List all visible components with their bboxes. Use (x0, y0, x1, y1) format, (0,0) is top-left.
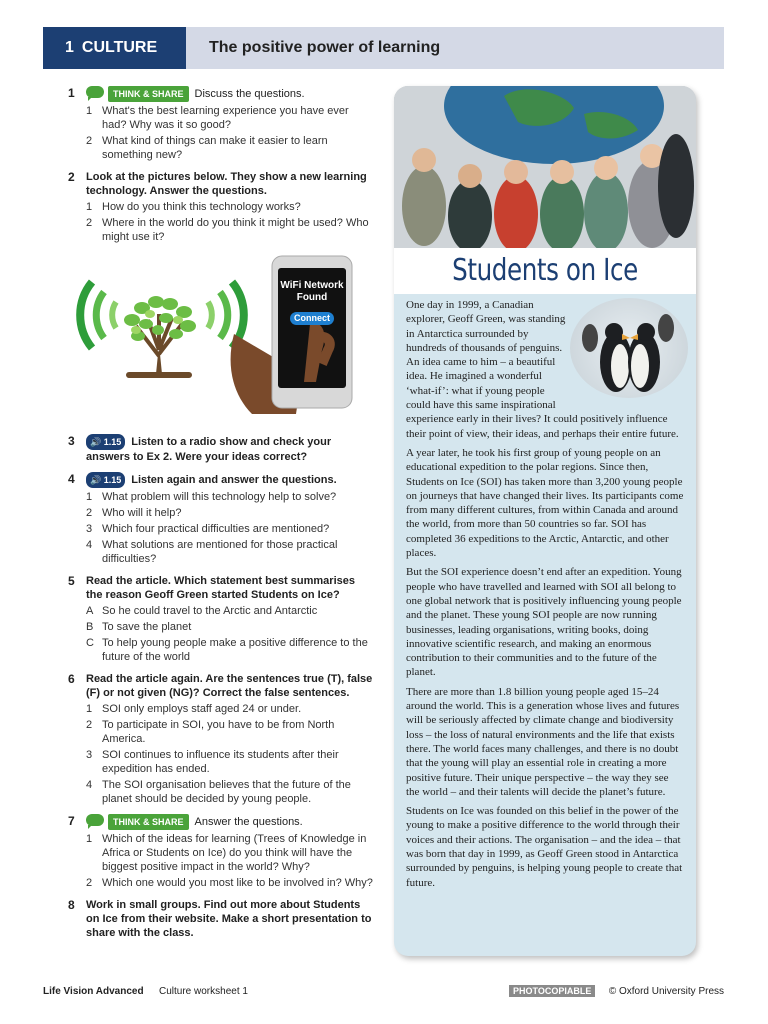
exercise-instruction: Read the article. Which statement best summarises the reason Geoff Green started Students on Ice? (86, 575, 355, 601)
exercise-instruction: Listen again and answer the questions. (131, 474, 337, 486)
item-number: 3 (86, 749, 93, 761)
item-number: 4 (86, 539, 93, 551)
audio-track: 1.15 (103, 475, 122, 485)
exercise-4 (68, 472, 374, 566)
item-number: 2 (86, 877, 93, 889)
question-item (86, 200, 374, 214)
item-number: 1 (86, 105, 93, 117)
question-item (86, 778, 374, 806)
question-item (86, 538, 374, 566)
item-text: What's the best learning experience you have ever had? Why was it so good? (102, 105, 349, 131)
item-number: 1 (86, 201, 93, 213)
article-paragraph-1: One day in 1999, a Canadian explorer, Geoff Green, was standing in Antarctica surrounded by hundreds of thousands of penguins. An idea came to him – a beautiful idea. He imagined a wonderful ‘what-if’: what if young people could have this same inspirational experience early in their lives? It could positively influence their point of view, their ideas, and perhaps their entire future. (406, 299, 679, 440)
unit-tag (43, 27, 186, 69)
option-item (86, 620, 374, 634)
option-item (86, 636, 374, 664)
question-item (86, 718, 374, 746)
exercise-number: 8 (68, 898, 75, 912)
think-share-badge: THINK & SHARE (108, 814, 189, 830)
exercise-number: 7 (68, 814, 75, 828)
item-number: 4 (86, 779, 93, 791)
question-item (86, 104, 374, 132)
item-number: 2 (86, 719, 93, 731)
item-text: SOI only employs staff aged 24 or under. (102, 703, 302, 715)
think-share-badge: THINK & SHARE (108, 86, 189, 102)
item-text: Which of the ideas for learning (Trees of Knowledge in Africa or Students on Ice) do you think will have the biggest positive impact in the world? Why? (102, 833, 367, 873)
exercise-instruction: Discuss the questions. (194, 88, 305, 100)
speech-bubble-icon (86, 814, 104, 826)
item-text: To save the planet (102, 621, 192, 633)
exercise-number: 2 (68, 170, 75, 184)
article-panel (394, 86, 696, 956)
item-text: Which four practical difficulties are mentioned? (102, 523, 330, 535)
page-title: The positive power of learning (209, 39, 441, 56)
question-item (86, 522, 374, 536)
penguins-photo (570, 298, 688, 398)
exercise-8 (68, 898, 374, 940)
unit-label: CULTURE (81, 39, 158, 56)
article-paragraph-2: A year later, he took his first group of young people on an educational expedition to the polar regions. Since then, Students on Ice (SOI) has taken more than 3,200 young people on journeys that have changed their lives. Its participants come from many different cultures, from within Canada and around the world, from more than 50 countries so far. SOI has completed 36 expeditions to the Arctic, Antarctic, and other places. (406, 446, 684, 560)
item-number: 2 (86, 507, 93, 519)
unit-number: 1 (65, 39, 74, 56)
exercise-instruction: Work in small groups. Find out more about Students on Ice from their website. Make a short presentation to share with the class. (86, 899, 372, 939)
question-item (86, 748, 374, 776)
exercise-7 (68, 814, 374, 890)
exercise-2 (68, 170, 374, 244)
exercise-number: 4 (68, 472, 75, 486)
question-item (86, 490, 374, 504)
exercise-instruction: Answer the questions. (194, 816, 303, 828)
wifi-line2: Found (296, 292, 328, 303)
students-globe-photo (394, 86, 696, 254)
item-text: Where in the world do you think it might be used? Who might use it? (102, 217, 369, 243)
item-text: How do you think this technology works? (102, 201, 301, 213)
item-text: To help young people make a positive difference to the future of the world (102, 637, 368, 663)
item-text: To participate in SOI, you have to be from North America. (102, 719, 335, 745)
question-item (86, 876, 374, 890)
article-paragraph-5: Students on Ice was founded on this belief in the power of the young to make a positive difference to the world through their voices and their actions. The organisation – and the idea – that was born that day in 1999, as Geoff Green stood in Antarctica surrounded by penguins, is helping young people to create that future. (406, 805, 683, 889)
article-heading (394, 248, 696, 294)
globe-photo-illustration (394, 86, 696, 254)
exercise-column (68, 86, 374, 948)
article-paragraph-3: But the SOI experience doesn’t end after an expedition. Young people who have travelled and learned with SOI all belong to one global network that is positively influencing young people and the planet. These young SOI people are now running businesses, leading organisations, writing books, doing innovative scientific research, and making an enormous contribution to their communities and to the future of the planet. (406, 566, 682, 679)
audio-icon: 🔊 1.15 (86, 434, 125, 450)
item-text: What solutions are mentioned for those practical difficulties? (102, 539, 338, 565)
tree-phone-illustration (66, 254, 374, 424)
question-item (86, 134, 374, 162)
exercise-number: 5 (68, 574, 75, 588)
speech-bubble-icon (86, 86, 104, 98)
item-letter: A (86, 605, 94, 617)
audio-icon: 🔊 1.15 (86, 472, 125, 488)
item-text: What kind of things can make it easier to learn something new? (102, 135, 328, 161)
item-text: What problem will this technology help to solve? (102, 491, 337, 503)
item-text: Which one would you most like to be involved in? Why? (102, 877, 373, 889)
article-body (406, 298, 684, 895)
item-letter: C (86, 637, 94, 649)
phone-screen-text (278, 280, 346, 325)
photocopiable-label: PHOTOCOPIABLE (509, 985, 595, 997)
item-text: So he could travel to the Arctic and Antarctic (102, 605, 318, 617)
exercise-instruction: Listen to a radio show and check your answers to Ex 2. Were your ideas correct? (86, 436, 332, 463)
penguin-illustration (570, 298, 688, 398)
article-paragraph-4: There are more than 1.8 billion young people aged 15–24 around the world. This is a generation whose lives and futures will be seriously affected by climate change and biodiversity loss – the loss of natural environments and the life that exists there. The world faces many challenges, and there is no doubt that the young will play an essential role in creating a more positive future. Their unique perspective – the way they see the world – and their talents will decide the planet’s future. (406, 685, 680, 798)
connect-button: Connect (290, 312, 334, 325)
item-text: The SOI organisation believes that the future of the planet should be decided by young people. (102, 779, 351, 805)
item-letter: B (86, 621, 94, 633)
page-header (43, 27, 724, 69)
article-title: Students on Ice (452, 253, 638, 288)
exercise-5 (68, 574, 374, 664)
option-item (86, 604, 374, 618)
item-number: 2 (86, 217, 93, 229)
footer-brand: Life Vision Advanced (43, 986, 144, 997)
wifi-line1: WiFi Network (280, 280, 344, 291)
page-footer (43, 986, 724, 1000)
item-number: 1 (86, 833, 93, 845)
exercise-number: 1 (68, 86, 75, 100)
item-number: 1 (86, 703, 93, 715)
footer-worksheet: Culture worksheet 1 (159, 986, 248, 997)
footer-publisher: © Oxford University Press (608, 986, 724, 997)
item-number: 3 (86, 523, 93, 535)
question-item (86, 832, 374, 874)
exercise-3 (68, 434, 374, 464)
question-item (86, 216, 374, 244)
exercise-instruction: Look at the pictures below. They show a new learning technology. Answer the questions. (86, 171, 367, 197)
exercise-6 (68, 672, 374, 806)
item-text: SOI continues to influence its students after their expedition has ended. (102, 749, 339, 775)
exercise-number: 3 (68, 434, 75, 448)
question-item (86, 506, 374, 520)
question-item (86, 702, 374, 716)
item-number: 2 (86, 135, 93, 147)
exercise-number: 6 (68, 672, 75, 686)
item-number: 1 (86, 491, 93, 503)
exercise-instruction: Read the article again. Are the sentences true (T), false (F) or not given (NG)? Correct the false sentences. (86, 673, 373, 699)
item-text: Who will it help? (102, 507, 182, 519)
audio-track: 1.15 (103, 437, 122, 447)
exercise-1 (68, 86, 374, 162)
